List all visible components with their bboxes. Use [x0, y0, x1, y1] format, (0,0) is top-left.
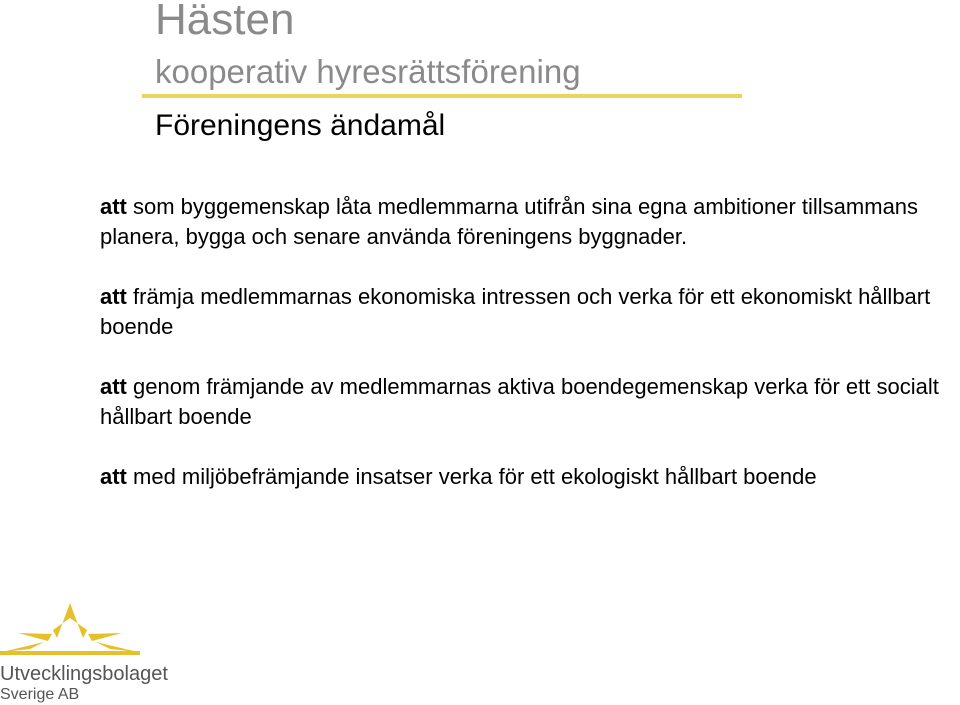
purpose-paragraph-1	[100, 192, 960, 252]
purpose-paragraph-2	[100, 282, 960, 342]
purpose-paragraph-4	[100, 462, 960, 492]
company-suffix: Sverige AB	[0, 686, 80, 703]
purpose-paragraph-3	[100, 372, 960, 432]
purpose-text-1: som byggemenskap låta medlemmarna utifrån sina egna ambitioner tillsammans planera, bygga och senare använda föreningens byggnader.	[100, 194, 919, 249]
purpose-text-2: främja medlemmarnas ekonomiska intressen och verka för ett ekonomiskt hållbart boende	[100, 284, 931, 339]
title-divider	[142, 94, 742, 98]
purpose-text-3: genom främjande av medlemmarnas aktiva boendegemenskap verka för ett socialt hållbart boende	[100, 374, 939, 429]
purpose-text-4: med miljöbefrämjande insatser verka för ett ekologiskt hållbart boende	[126, 464, 817, 489]
document-title: Hästen	[155, 0, 295, 44]
sun-rays-icon	[0, 600, 140, 656]
purpose-lead-2: att	[100, 284, 127, 309]
section-heading: Föreningens ändamål	[155, 109, 446, 142]
company-name: Utvecklingsbolaget	[0, 663, 168, 685]
purpose-lead-1: att	[100, 194, 127, 219]
document-subtitle: kooperativ hyresrättsförening	[155, 53, 581, 90]
purpose-lead-3: att	[100, 374, 127, 399]
purpose-lead-4: att	[100, 464, 127, 489]
